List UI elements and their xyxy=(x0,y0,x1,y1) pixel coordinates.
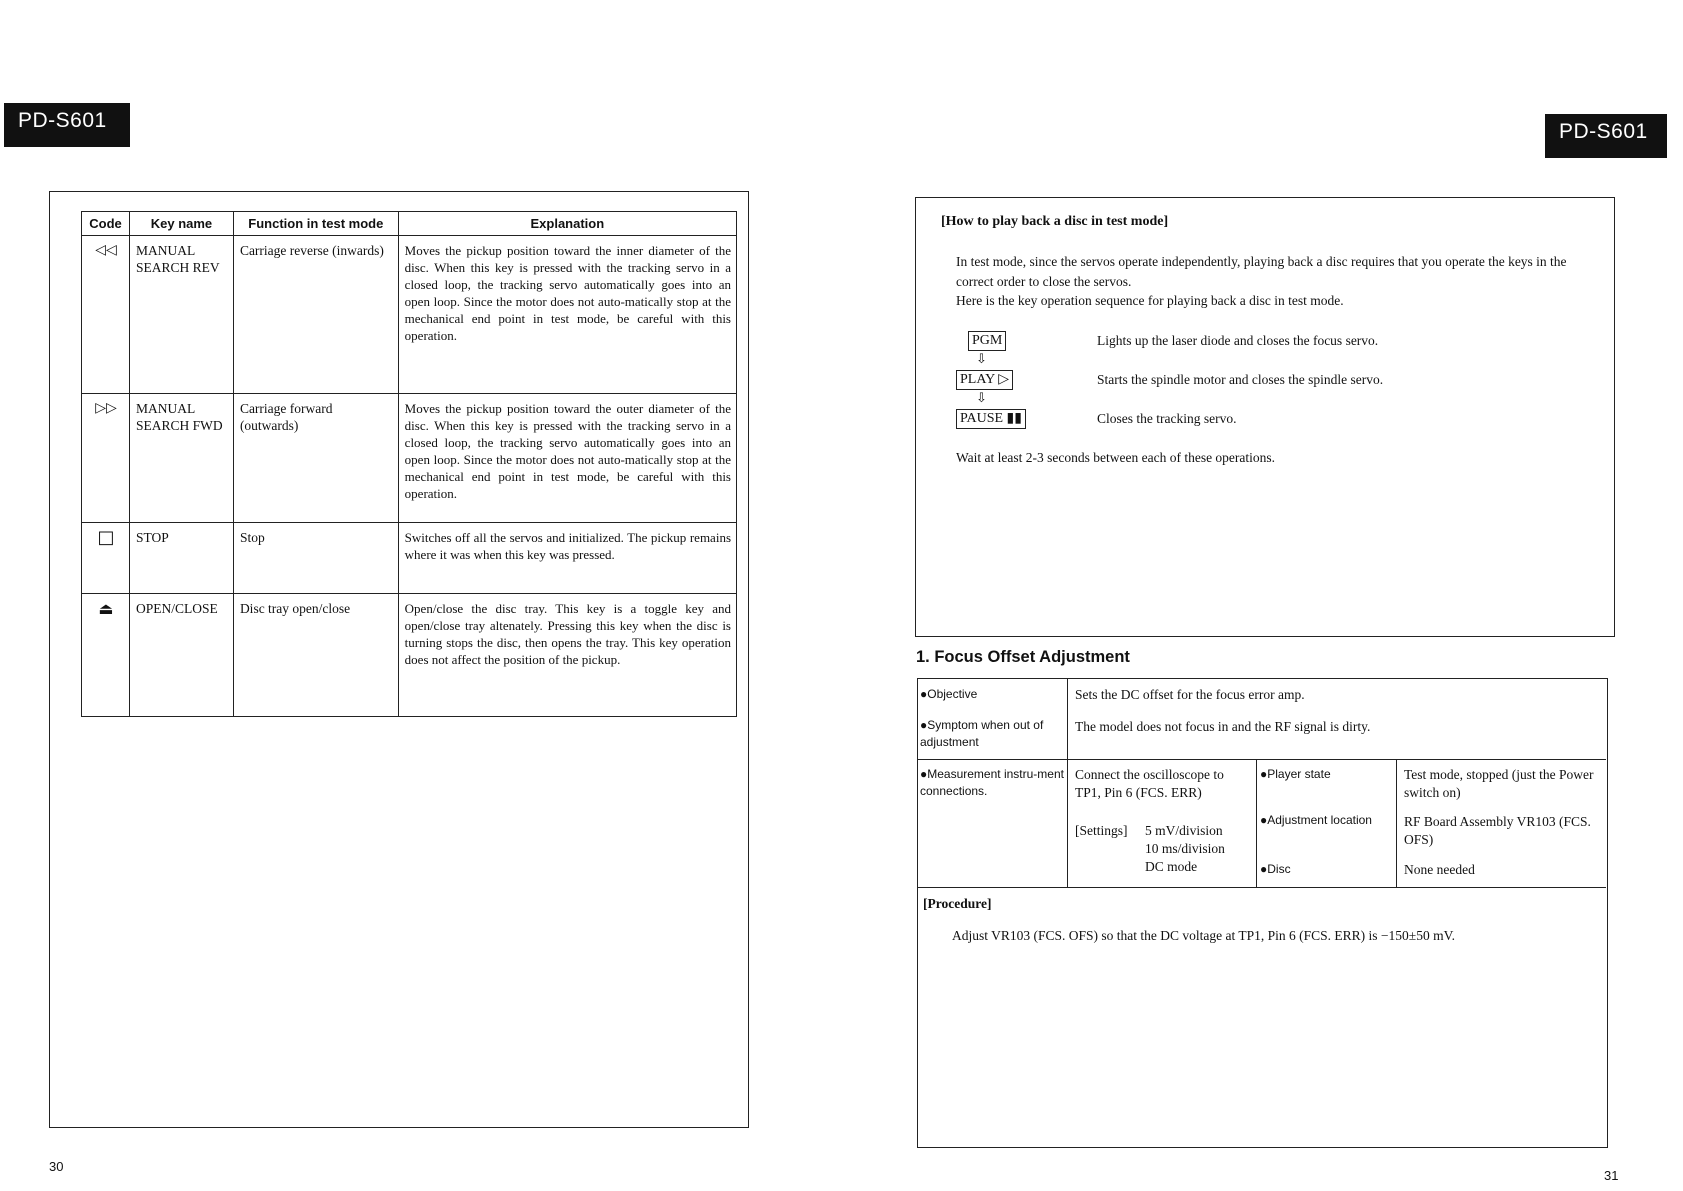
header-function: Function in test mode xyxy=(233,212,398,236)
objective-label: ●Objective xyxy=(920,687,978,701)
adjustment-location-label: ●Adjustment location xyxy=(1260,813,1372,827)
player-state-label: ●Player state xyxy=(1260,767,1331,781)
key-function: Stop xyxy=(233,523,398,594)
procedure-text: Adjust VR103 (FCS. OFS) so that the DC voltage at TP1, Pin 6 (FCS. ERR) is −150±50 mV. xyxy=(952,928,1455,943)
rewind-icon: ◁◁ xyxy=(82,236,130,394)
table-row xyxy=(82,394,737,523)
settings-value: 10 ms/division xyxy=(1145,841,1225,856)
play-key: PLAY ▷ xyxy=(956,370,1013,390)
header-key-name: Key name xyxy=(129,212,233,236)
key-explanation: Open/close the disc tray. This key is a toggle key and open/close tray altenately. Pressing this key when the disc is turning stops the disc, then opens the tray. This key operation does not affect the position of the pickup. xyxy=(398,594,736,717)
pgm-desc: Lights up the laser diode and closes the focus servo. xyxy=(1097,333,1379,348)
key-name: OPEN/CLOSE xyxy=(129,594,233,717)
measurement-value: Connect the oscilloscope to TP1, Pin 6 (FCS. ERR) xyxy=(1075,767,1224,800)
objective-value: Sets the DC offset for the focus error amp. xyxy=(1075,687,1305,702)
key-explanation: Switches off all the servos and initialized. The pickup remains where it was when this key was pressed. xyxy=(398,523,736,594)
divider xyxy=(918,887,1606,888)
table-row xyxy=(82,236,737,394)
disc-value: None needed xyxy=(1404,862,1475,877)
pause-key: PAUSE ▮▮ xyxy=(956,409,1026,429)
model-badge-left: PD-S601 xyxy=(4,103,130,147)
key-explanation: Moves the pickup position toward the inner diameter of the disc. When this key is pressed with the tracking servo in a closed loop, the tracking servo automatically goes into an open loop. Since the motor does not auto-matically stop at the mechanical end point in test mode, be careful with this operation. xyxy=(398,236,736,394)
key-name: MANUAL SEARCH FWD xyxy=(129,394,233,523)
settings-values xyxy=(1145,822,1255,876)
key-function: Carriage reverse (inwards) xyxy=(233,236,398,394)
procedure-label: [Procedure] xyxy=(923,896,992,911)
howto-title: [How to play back a disc in test mode] xyxy=(941,214,1169,229)
play-desc: Starts the spindle motor and closes the spindle servo. xyxy=(1097,372,1384,387)
settings-value: DC mode xyxy=(1145,859,1198,874)
down-arrow-icon: ⇩ xyxy=(976,352,987,367)
page-number-left: 30 xyxy=(49,1159,64,1174)
model-badge-right: PD-S601 xyxy=(1545,114,1667,158)
header-explanation: Explanation xyxy=(398,212,736,236)
key-name: MANUAL SEARCH REV xyxy=(129,236,233,394)
focus-offset-heading: 1. Focus Offset Adjustment xyxy=(916,648,1130,666)
test-mode-keys-table xyxy=(81,211,737,717)
header-code: Code xyxy=(82,212,130,236)
howto-box xyxy=(915,197,1615,637)
focus-adjustment-table xyxy=(917,678,1608,1148)
divider xyxy=(1067,679,1068,887)
settings-label: [Settings] xyxy=(1075,823,1128,838)
howto-intro xyxy=(956,252,1606,311)
symptom-label: ●Symptom when out of adjustment xyxy=(920,718,1044,749)
key-name: STOP xyxy=(129,523,233,594)
table-row xyxy=(82,594,737,717)
measurement-label: ●Measurement instru-ment connections. xyxy=(920,767,1064,798)
eject-icon: ⏏ xyxy=(82,594,130,717)
stop-icon: □ xyxy=(82,523,130,594)
down-arrow-icon: ⇩ xyxy=(976,391,987,406)
howto-intro-line-1: In test mode, since the servos operate independently, playing back a disc requires that you operate the keys in the correct order to close the servos. xyxy=(956,254,1567,289)
howto-wait-note: Wait at least 2-3 seconds between each of these operations. xyxy=(956,450,1276,465)
divider xyxy=(918,759,1606,760)
divider xyxy=(1396,759,1397,887)
table-header-row xyxy=(82,212,737,236)
disc-label: ●Disc xyxy=(1260,862,1291,876)
divider xyxy=(1256,759,1257,887)
pgm-key: PGM xyxy=(968,331,1006,351)
adjustment-location-value: RF Board Assembly VR103 (FCS. OFS) xyxy=(1404,814,1591,847)
howto-intro-line-2: Here is the key operation sequence for playing back a disc in test mode. xyxy=(956,293,1344,308)
table-row xyxy=(82,523,737,594)
key-explanation: Moves the pickup position toward the outer diameter of the disc. When this key is pressed with the tracking servo in a closed loop, the tracking servo automatically goes into an open loop. Since the motor does not auto-matically stop at the mechanical end point in test mode, be careful with this operation. xyxy=(398,394,736,523)
key-function: Disc tray open/close xyxy=(233,594,398,717)
player-state-value: Test mode, stopped (just the Power switch on) xyxy=(1404,767,1594,800)
pause-desc: Closes the tracking servo. xyxy=(1097,411,1237,426)
page-number-right: 31 xyxy=(1604,1168,1619,1183)
symptom-value: The model does not focus in and the RF signal is dirty. xyxy=(1075,719,1371,734)
settings-value: 5 mV/division xyxy=(1145,823,1223,838)
key-function: Carriage forward (outwards) xyxy=(233,394,398,523)
fast-forward-icon: ▷▷ xyxy=(82,394,130,523)
